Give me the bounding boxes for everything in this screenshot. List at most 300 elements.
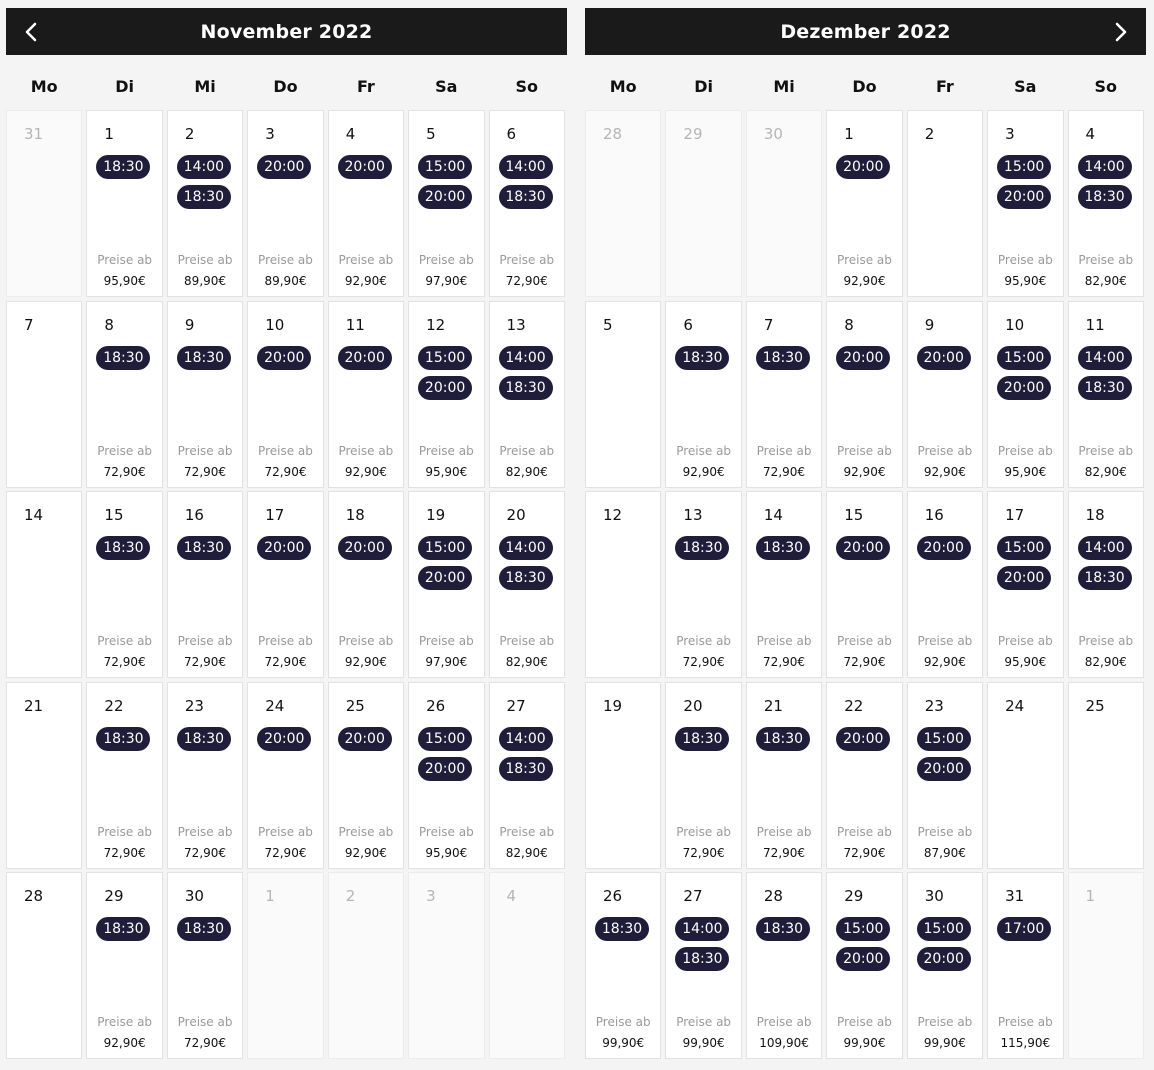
showtime-button[interactable]: 20:00 [257,536,311,560]
day-number: 3 [426,887,436,905]
day-cell[interactable] [826,491,902,678]
showtime-button[interactable]: 18:30 [177,917,231,941]
day-cell [585,491,661,678]
day-number: 1 [265,887,275,905]
day-cell [6,872,82,1059]
showtime-button[interactable]: 20:00 [418,185,472,209]
day-number: 2 [924,125,935,143]
showtime-list [756,536,810,560]
prev-month-button[interactable] [9,8,53,55]
price-value: 72,90€ [264,464,307,479]
price-value: 72,90€ [763,845,806,860]
day-number: 9 [184,315,195,334]
day-cell[interactable] [907,682,983,869]
day-number: 21 [24,696,44,715]
showtime-button[interactable]: 20:00 [997,185,1051,209]
day-cell-outside-month [746,110,822,297]
showtime-button[interactable]: 14:00 [499,155,553,179]
showtime-button[interactable]: 14:00 [1078,346,1132,370]
showtime-list [756,917,810,941]
showtime-list [756,727,810,751]
showtime-button[interactable]: 20:00 [836,155,890,179]
day-cell-outside-month [328,872,404,1059]
price-from-label: Preise ab [997,1015,1053,1029]
day-number: 7 [24,315,34,334]
price-value: 99,90€ [682,1036,725,1050]
price-from-label: Preise ab [338,253,394,267]
day-cell[interactable] [746,301,822,488]
price-from-label: Preise ab [499,634,555,648]
showtime-list [257,536,311,560]
showtime-list [997,917,1051,941]
showtime-list [338,536,392,560]
showtime-button[interactable]: 20:00 [836,947,890,971]
price-from-label: Preise ab [177,824,233,839]
price-from-label: Preise ab [177,443,233,458]
showtime-button[interactable]: 18:30 [96,155,150,179]
showtime-button[interactable]: 18:30 [675,947,729,971]
showtime-list [177,727,231,751]
day-number: 6 [506,125,517,143]
showtime-button[interactable]: 18:30 [756,346,810,370]
showtime-button[interactable]: 18:30 [756,917,810,941]
day-cell[interactable] [826,110,902,297]
day-number: 19 [426,506,446,524]
day-number: 22 [844,696,864,715]
showtime-button[interactable]: 20:00 [418,376,472,400]
price-value: 89,90€ [264,274,307,288]
day-number: 1 [104,125,114,143]
showtime-button[interactable]: 20:00 [917,536,971,560]
showtime-button[interactable]: 18:30 [675,346,729,370]
price-from-label: Preise ab [917,443,973,458]
day-cell[interactable] [86,110,162,297]
price-from-label: Preise ab [97,824,153,839]
showtime-button[interactable]: 20:00 [836,536,890,560]
showtime-button[interactable]: 15:00 [418,727,472,751]
price-value: 82,90€ [1084,655,1127,669]
price-value: 92,90€ [923,464,966,479]
showtime-list [499,155,553,209]
day-cell[interactable] [167,301,243,488]
showtime-list [595,917,649,941]
day-cell[interactable] [86,301,162,488]
day-cell[interactable] [86,872,162,1059]
price-value: 72,90€ [763,655,806,669]
showtime-button[interactable]: 20:00 [917,947,971,971]
showtime-button[interactable]: 20:00 [257,346,311,370]
showtime-list [96,536,150,560]
price-from-label: Preise ab [418,824,474,839]
showtime-button[interactable]: 20:00 [418,566,472,590]
showtime-button[interactable]: 18:30 [1078,566,1132,590]
showtime-button[interactable]: 18:30 [96,536,150,560]
price-from-label: Preise ab [258,824,313,839]
price-value: 95,90€ [425,845,468,860]
day-number: 1 [1085,887,1096,905]
day-cell [585,301,661,488]
day-number: 26 [426,696,446,715]
day-number: 17 [1005,506,1025,524]
day-cell[interactable] [1068,110,1144,297]
day-cell[interactable] [746,491,822,678]
weekday-label: Mi [773,77,795,96]
showtime-list [917,917,971,971]
price-value: 95,90€ [425,464,468,479]
showtime-button[interactable]: 15:00 [418,155,472,179]
day-number: 11 [345,315,365,334]
day-number: 12 [603,506,623,524]
showtime-list [418,155,472,209]
day-number: 28 [24,887,44,905]
price-value: 72,90€ [264,845,307,860]
price-value: 92,90€ [344,845,387,860]
price-value: 92,90€ [843,274,886,288]
weekday-label: Do [852,77,877,96]
showtime-button[interactable]: 18:30 [177,346,231,370]
day-cell[interactable] [826,682,902,869]
showtime-list [917,536,971,560]
price-from-label: Preise ab [676,824,732,839]
price-value: 72,90€ [843,655,886,669]
showtime-list [836,917,890,971]
showtime-button[interactable]: 18:30 [96,346,150,370]
showtime-list [499,536,553,590]
day-cell[interactable] [665,682,741,869]
day-cell[interactable] [408,301,484,488]
showtime-list [836,346,890,370]
showtime-button[interactable]: 20:00 [836,727,890,751]
day-cell [585,682,661,869]
price-value: 72,90€ [184,655,227,669]
day-cell[interactable] [167,682,243,869]
day-cell[interactable] [167,491,243,678]
day-cell[interactable] [167,110,243,297]
day-cell[interactable] [489,110,565,297]
day-cell[interactable] [907,872,983,1059]
showtime-button[interactable]: 18:30 [675,727,729,751]
day-number: 25 [345,696,365,715]
showtime-button[interactable]: 14:00 [499,346,553,370]
day-cell[interactable] [247,110,323,297]
price-value: 72,90€ [264,655,307,669]
day-number: 23 [184,696,204,715]
showtime-button[interactable]: 14:00 [499,727,553,751]
showtime-button[interactable]: 18:30 [96,917,150,941]
showtime-button[interactable]: 20:00 [338,727,392,751]
day-number: 29 [844,887,864,905]
showtime-list [997,155,1051,209]
price-value: 82,90€ [1084,464,1127,479]
weekday-label: Mo [30,77,58,96]
day-number: 15 [844,506,864,524]
day-cell-outside-month [6,110,82,297]
showtime-button[interactable]: 15:00 [418,536,472,560]
showtime-button[interactable]: 17:00 [997,917,1051,941]
day-cell[interactable] [665,491,741,678]
day-cell[interactable] [489,301,565,488]
price-value: 95,90€ [1004,655,1047,669]
showtime-list [836,727,890,751]
price-from-label: Preise ab [97,443,153,458]
day-grid [585,110,1146,1059]
showtime-button[interactable]: 14:00 [675,917,729,941]
weekday-header-row [585,77,1146,110]
day-number: 7 [763,315,774,334]
day-cell-outside-month [585,110,661,297]
price-value: 92,90€ [344,464,387,479]
price-from-label: Preise ab [837,253,892,267]
day-number: 18 [345,506,365,524]
day-number: 25 [1085,696,1105,715]
showtime-button[interactable]: 18:30 [177,536,231,560]
showtime-list [675,536,729,560]
showtime-button[interactable]: 14:00 [1078,536,1132,560]
day-cell[interactable] [987,110,1063,297]
weekday-label: Mi [194,77,216,96]
showtime-list [177,917,231,941]
price-from-label: Preise ab [338,824,394,839]
day-cell[interactable] [1068,301,1144,488]
day-cell[interactable] [328,301,404,488]
showtime-list [96,727,150,751]
showtime-button[interactable]: 18:30 [96,727,150,751]
price-from-label: Preise ab [177,253,233,267]
day-cell[interactable] [987,872,1063,1059]
day-number: 11 [1085,315,1105,334]
day-cell-outside-month [489,872,565,1059]
showtime-button[interactable]: 20:00 [997,376,1051,400]
price-from-label: Preise ab [97,1015,153,1029]
showtime-button[interactable]: 15:00 [836,917,890,941]
price-value: 72,90€ [184,464,227,479]
price-value: 89,90€ [184,274,227,288]
day-number: 27 [683,887,703,905]
showtime-list [96,155,150,179]
showtime-button[interactable]: 20:00 [338,155,392,179]
day-number: 19 [603,696,623,715]
showtime-list [338,727,392,751]
price-value: 99,90€ [602,1036,645,1050]
showtime-list [675,917,729,971]
next-month-button[interactable] [1099,8,1143,55]
price-from-label: Preise ab [418,634,474,648]
day-cell[interactable] [489,682,565,869]
weekday-label: So [1094,77,1117,96]
price-value: 87,90€ [923,845,966,860]
showtime-list [499,346,553,400]
price-value: 92,90€ [843,464,886,479]
day-cell[interactable] [408,110,484,297]
showtime-button[interactable]: 15:00 [418,346,472,370]
price-from-label: Preise ab [917,824,973,839]
showtime-button[interactable]: 20:00 [917,346,971,370]
showtime-list [836,536,890,560]
day-cell[interactable] [907,491,983,678]
showtime-list [675,727,729,751]
showtime-button[interactable]: 15:00 [997,346,1051,370]
showtime-button[interactable]: 20:00 [418,757,472,781]
price-from-label: Preise ab [756,634,812,648]
showtime-button[interactable]: 15:00 [997,155,1051,179]
day-cell[interactable] [665,872,741,1059]
day-cell[interactable] [247,491,323,678]
day-cell[interactable] [489,491,565,678]
showtime-button[interactable]: 18:30 [756,727,810,751]
showtime-list [177,155,231,209]
day-cell[interactable] [167,872,243,1059]
price-from-label: Preise ab [997,634,1053,648]
showtime-button[interactable]: 18:30 [675,536,729,560]
showtime-list [257,155,311,179]
price-value: 82,90€ [505,655,548,669]
day-cell [987,682,1063,869]
day-number: 17 [265,506,285,524]
day-cell[interactable] [328,491,404,678]
day-number: 5 [426,125,436,143]
day-cell-outside-month [665,110,741,297]
day-cell[interactable] [86,682,162,869]
showtime-button[interactable]: 14:00 [1078,155,1132,179]
price-value: 92,90€ [923,655,966,669]
price-value: 97,90€ [425,655,468,669]
price-from-label: Preise ab [676,443,732,458]
showtime-button[interactable]: 20:00 [257,727,311,751]
showtime-button[interactable]: 20:00 [836,346,890,370]
month-title: Dezember 2022 [780,20,951,43]
weekday-label: Fr [936,77,954,96]
price-value: 82,90€ [505,464,548,479]
day-cell[interactable] [408,682,484,869]
showtime-button[interactable]: 14:00 [499,536,553,560]
price-value: 72,90€ [505,274,548,288]
showtime-button[interactable]: 14:00 [177,155,231,179]
price-value: 92,90€ [682,464,725,479]
day-cell[interactable] [1068,491,1144,678]
price-from-label: Preise ab [1078,253,1134,267]
showtime-button[interactable]: 20:00 [338,536,392,560]
day-number: 27 [506,696,526,715]
price-value: 99,90€ [923,1036,966,1050]
showtime-button[interactable]: 20:00 [997,566,1051,590]
day-cell[interactable] [665,301,741,488]
showtime-button[interactable]: 20:00 [338,346,392,370]
day-cell[interactable] [826,872,902,1059]
showtime-button[interactable]: 18:30 [499,376,553,400]
showtime-button[interactable]: 18:30 [595,917,649,941]
showtime-list [338,155,392,179]
day-cell-outside-month [1068,872,1144,1059]
showtime-button[interactable]: 18:30 [1078,185,1132,209]
month-header [585,8,1146,55]
showtime-button[interactable]: 18:30 [1078,376,1132,400]
day-number: 10 [265,315,285,334]
showtime-list [177,346,231,370]
showtime-button[interactable]: 15:00 [917,917,971,941]
price-value: 72,90€ [103,464,146,479]
price-from-label: Preise ab [837,443,892,458]
day-cell [6,301,82,488]
showtime-button[interactable]: 18:30 [177,727,231,751]
day-cell [907,110,983,297]
day-cell[interactable] [328,110,404,297]
day-cell[interactable] [585,872,661,1059]
showtime-button[interactable]: 20:00 [257,155,311,179]
price-from-label: Preise ab [837,634,892,648]
day-number: 29 [683,125,703,143]
day-cell[interactable] [987,491,1063,678]
day-number: 2 [345,887,356,905]
price-from-label: Preise ab [258,634,313,648]
showtime-button[interactable]: 18:30 [177,185,231,209]
showtime-list [1078,155,1132,209]
day-cell[interactable] [247,682,323,869]
day-number: 13 [506,315,526,334]
day-cell [1068,682,1144,869]
price-from-label: Preise ab [837,824,892,839]
showtime-button[interactable]: 20:00 [917,757,971,781]
day-number: 28 [763,887,783,905]
price-from-label: Preise ab [177,634,233,648]
day-cell[interactable] [746,872,822,1059]
showtime-list [997,536,1051,590]
price-value: 92,90€ [344,274,387,288]
day-number: 26 [603,887,623,905]
showtime-list [675,346,729,370]
day-number: 1 [844,125,854,143]
showtime-button[interactable]: 18:30 [499,566,553,590]
showtime-list [418,346,472,400]
showtime-button[interactable]: 18:30 [499,185,553,209]
day-cell[interactable] [86,491,162,678]
showtime-list [418,727,472,781]
day-number: 22 [104,696,124,715]
day-number: 2 [184,125,195,143]
day-number: 3 [265,125,275,143]
day-number: 14 [24,506,44,524]
day-cell[interactable] [328,682,404,869]
price-value: 92,90€ [344,655,387,669]
day-cell[interactable] [826,301,902,488]
day-cell[interactable] [408,491,484,678]
price-from-label: Preise ab [97,253,153,267]
price-value: 72,90€ [184,845,227,860]
day-number: 8 [844,315,854,334]
showtime-button[interactable]: 15:00 [917,727,971,751]
day-number: 5 [603,315,613,334]
price-from-label: Preise ab [837,1015,892,1029]
day-number: 4 [345,125,356,143]
showtime-button[interactable]: 15:00 [997,536,1051,560]
price-from-label: Preise ab [499,824,555,839]
day-cell[interactable] [987,301,1063,488]
price-from-label: Preise ab [676,1015,732,1029]
day-cell[interactable] [247,301,323,488]
day-cell[interactable] [746,682,822,869]
day-number: 6 [683,315,693,334]
day-grid [6,110,567,1059]
price-value: 72,90€ [682,845,725,860]
weekday-header-row [6,77,567,110]
showtime-button[interactable]: 18:30 [756,536,810,560]
showtime-list [418,536,472,590]
showtime-button[interactable]: 18:30 [499,757,553,781]
day-number: 3 [1005,125,1015,143]
day-number: 24 [265,696,285,715]
price-from-label: Preise ab [177,1015,233,1029]
price-from-label: Preise ab [756,1015,812,1029]
day-cell[interactable] [907,301,983,488]
